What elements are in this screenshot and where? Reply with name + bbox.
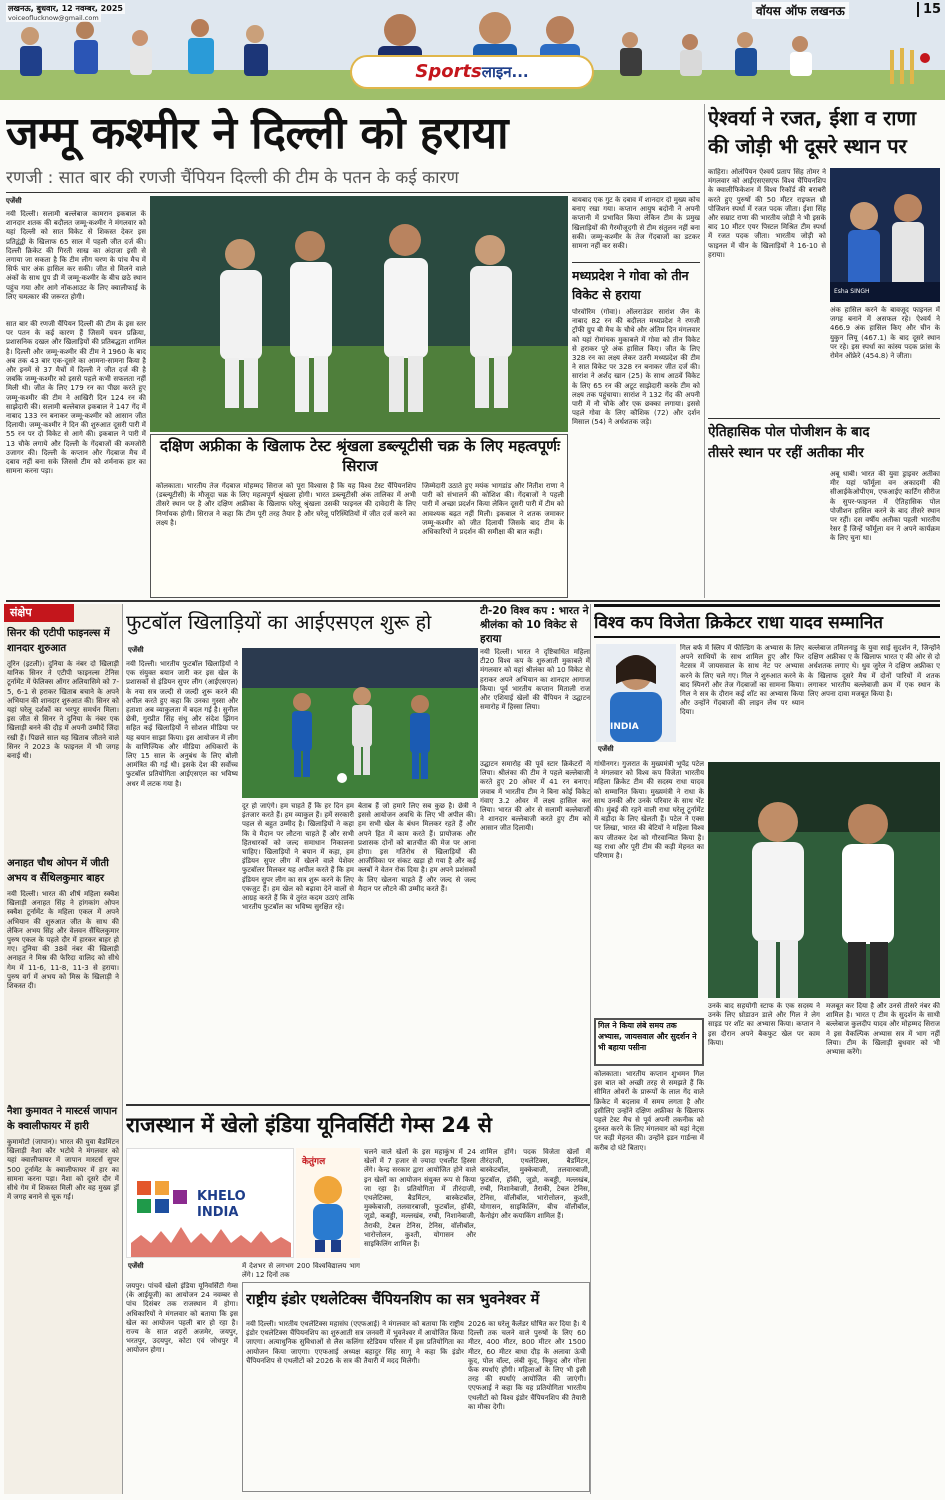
sidebar-body-2: नयी दिल्ली। भारत की शीर्ष महिला स्क्वैश खिलाड़ी अनाहत सिंह ने हांगकांग ओपन स्क्वैश टूर्नामेंट के महिला एकल में अपने अभियान की शुरुआत जीत के साथ की लेकिन अभय सिंह और वेलवन सैंथिलकुमार पुरुष एकल के पहले दौर में हारकर बाहर हो गए। दुनिया की 38वें नंबर की खिलाड़ी अनाहत ने मिस्र की फेरिदा वालिद को सीधे गेम में 11-6, 11-8, 11-3 से हराया। पुरुष वर्ग में अभय को मिस्र के खिलाड़ी ने शिकस्त दी। xyxy=(7,890,119,991)
section-sports: Sports xyxy=(415,61,482,82)
aishwarya-photo xyxy=(830,168,940,302)
football-icon xyxy=(337,773,347,783)
mp-headline: मध्यप्रदेश ने गोवा को तीन विकेट से हराया xyxy=(572,268,689,302)
contact-email: voiceoflucknow@gmail.com xyxy=(8,14,99,22)
lead-body-1: नयी दिल्ली। सलामी बल्लेबाज कामरान इकबाल के शानदार शतक की बदौलत जम्मू-कश्मीर ने मंगलवार को यहां दिल्ली को सात विकेट से शिकस्त देकर इस प्रतिद्वंद्वी के खिलाफ 65 साल में पहली जीत दर्ज की। दिल्ली क्रिकेट की गिरती साख का अंदाजा इसी से लगाया जा सकता है कि टीम लीग चरण के पांच मैच में सिर्फ चार अंक हासिल कर सकी। जीत से मिलने वाले अंकों के साथ ग्रुप डी में जम्मू-कश्मीर के बीच छठे स्थान पहुंच गया और आगे नॉकआउट के लिए क्वालीफाई के लिए चमत्कार की जरूरत होगी। xyxy=(6,210,146,301)
indoor-body: नयी दिल्ली। भारतीय एथलेटिक्स महासंघ (एएफआई) ने मंगलवार को बताया कि राष्ट्रीय इंडोर एथलेटिक्स चैंपियनशिप का शुरुआती सत्र जनवरी में भुवनेश्वर में आयोजित किया जाएगा। अत्याधुनिक सुविधाओं से लैस कलिंगा स्टेडियम परिसर में इस प्रतियोगिता का आयोजन किया जाएगा। एएफआई अध्यक्ष बहादुर सिंह सागू ने कहा कि इंडोर चैंपियनशिप से एथलीटों को 2026 के सत्र की तैयारी में मदद मिलेगी। xyxy=(246,1320,464,1365)
divider xyxy=(590,604,591,1494)
atika-headline xyxy=(708,422,940,466)
paper-name: वॉयस ऑफ लखनऊ xyxy=(752,2,849,19)
football-body-3: बेताब हैं जो हमारे लिए सब कुछ है। छेत्री ने इससे आयोजन अवधि के लिए भी अपील की। हम सभी खेल के बंधन मिलकर रहते हैं और अपने हित में काम करते हैं। प्रायोजक और प्रशासक दोनों को बातचीत की मेज पर आना होगा। इस गतिरोध से खिलाड़ियों की आजीविका पर संकट खड़ा हो गया है और कई क्लबों ने वेतन रोक दिया है। हम अपने प्रशंसकों के लिए खेलना चाहते हैं और जल्द से जल्द मैदान पर लौटने की उम्मीद करते हैं। xyxy=(358,802,476,893)
aishwarya-headline-line-2: की जोड़ी भी दूसरे स्थान पर xyxy=(708,134,907,158)
gill-caption: गिल ने किया लंबे समय तक अभ्यास, जायसवाल और सुदर्शन ने भी बहाया पसीना xyxy=(598,1021,697,1052)
khelo-body-right: शामिल होंगे। पदक विजेता खेलों में तीरंदाजी, एथलेटिक्स, बैडमिंटन, बास्केटबॉल, मुक्केबाजी, तलवारबाजी, फुटबॉल, हॉकी, जूडो, कबड्डी, मल्लखंब, रग्बी, निशानेबाजी, तैराकी, टेबल टेनिस, टेनिस, वॉलीबॉल, भारोत्तोलन, कुश्ती, योगासन, साइकिलिंग, बीच वॉलीबॉल, कैनोइंग और कयाकिंग शामिल हैं। xyxy=(480,1148,590,1221)
mascot-figure xyxy=(303,1172,353,1252)
aishwarya-photo-caption: Esha SINGH xyxy=(834,288,870,295)
wc-body-mid: गिल बर्फ में स्लिप में फील्डिंग के अभ्यास के लिए अपने साथियों के साथ शामिल हुए और फिर नेटसत्र में जायसवाल के साथ नेट पर अभ्यास करने के लिए चले गए। गिल ने शुरुआत करने के बाद स्पिनरों और तेज गेंदबाजों का सामना किया। गिल ने सत्र के दौरान कई शॉट का अभ्यास किया और उन्होंने गेंदबाजों की लाइन लेंथ पर ध्यान दिया। xyxy=(680,644,804,717)
lead-photo xyxy=(150,196,568,432)
sidebar-headline-1: सिनर की एटीपी फाइनल्स में शानदार शुरुआत xyxy=(7,628,110,654)
hawa-mahal-icon xyxy=(131,1223,291,1257)
lead-body-3: बायबाद एक गुट के दबाव में शानदार दो मुख्य कोच बनाए रखा गया। कप्तान आयुष बदोनी ने अपनी कप्तानी में प्रभावित किया लेकिन टीम के प्रमुख खिलाड़ियों की गैरमौजूदगी से टीम संतुलन नहीं बना सकी। जम्मू-कश्मीर के तेज गेंदबाजों का डटकर सामना नहीं कर सकी। xyxy=(572,196,700,251)
indoor-headline: राष्ट्रीय इंडोर एथलेटिक्स चैंपियनशिप का सत्र भुवनेश्वर में xyxy=(246,1292,540,1308)
lead-body-2: सात बार की रणजी चैंपियन दिल्ली की टीम के इस स्तर पर पतन के कई कारण हैं जिसमें चयन प्रक्रिया, प्रशासनिक दखल और खिलाड़ियों की प्रतिबद्धता शामिल है। दिल्ली और जम्मू-कश्मीर की टीम ने 1960 के बाद अब तक 43 बार एक-दूसरे का आमना-सामना किया है और इनमें से 37 मैचों में दिल्ली ने जीत दर्ज की है जबकि जम्मू-कश्मीर को इससे पहले कभी सफलता नहीं मिली थी। जीत के लिए 179 रन का पीछा करते हुए जम्मू-कश्मीर की टीम ने आखिरी दिन 124 रन की साझेदारी की। सलामी बल्लेबाज इकबाल ने 147 गेंद में नाबाद 133 रन बनाकर जम्मू-कश्मीर को आसान जीत दिलायी। जम्मू-कश्मीर ने दिन की शुरुआत दूसरी पारी में 55 रन पर दो विकेट से आगे की। इकबाल ने पारी में 13 चौके लगाये और दिल्ली के गेंदबाजों की कमजोरी उजागर की। दिल्ली के कप्तान और गेंदबाज मैच में दबाव नहीं बना सके जिससे टीम को शर्मनाक हार का सामना करना पड़ा। xyxy=(6,320,146,476)
divider xyxy=(122,604,123,1494)
divider xyxy=(6,192,700,193)
siraj-body: कोलकाता। भारतीय तेज गेंदबाज मोहम्मद सिराज को पूरा विश्वास है कि यह विश्व टेस्ट चैंपियनशिप (डब्ल्यूटीसी) के मौजूदा चक्र के लिए महत्वपूर्ण श्रृंखला होगी। भारत डब्ल्यूटीसी अंक तालिका में अभी तीसरे स्थान पर है और दक्षिण अफ्रीका के खिलाफ घरेलू श्रृंखला उसकी फाइनल की दावेदारी के लिए निर्णायक होगी। सिराज ने कहा कि टीम पूरी तरह तैयार है और घरेलू परिस्थितियों में जीत दर्ज करने का लक्ष्य है। xyxy=(156,482,416,527)
gill-body-2: उनके बाद सहयोगी स्टाफ के एक सदस्य ने उनके लिए थ्रोडाउन डाले और गिल ने लेग साइड पर शॉट का अभ्यास किया। कप्तान ने इस दौरान अपने बैकफुट खेल पर काम किया। xyxy=(708,1002,820,1047)
sidebar-label: संक्षेप xyxy=(4,604,74,622)
aishwarya-body-right: अंक हासिल करने के बावजूद फाइनल में जगह बनाने में असफल रहे। ऐश्वर्य ने 466.9 अंक हासिल किए और चीन के युकुन लियू (467.1) के बाद दूसरे स्थान पर रहे। इस स्पर्धा का कांस्य पदक फ्रांस के रोमेन ऑफ्रेरे (454.8) ने जीता। xyxy=(830,306,940,361)
khelo-byline: एजेंसी xyxy=(128,1262,144,1270)
mascot-name: केतुंगल xyxy=(302,1157,326,1167)
khelo-body-end: में देशभर से लगभग 200 विश्वविद्यालय भाग लेंगे। 12 दिनों तक xyxy=(242,1262,360,1280)
khelo-body: जयपुर। पांचवें खेलो इंडिया यूनिवर्सिटी गेम्स (के आईयूजी) का आयोजन 24 नवम्बर से पांच दिसंबर तक राजस्थान में होगा। अधिकारियों ने मंगलवार को बताया कि इस खेल का आयोजन पहली बार हो रहा है। राज्य के सात शहरों अजमेर, जयपुर, भरतपुर, उदयपुर, कोटा एवं जोधपुर में आयोजन होगा। xyxy=(126,1282,238,1355)
siraj-body-right: जिम्मेदारी उठाते हुए मयंक भागडांड और नितीश राणा ने पारी को संभालने की कोशिश की। गेंदबाजों ने पहली पारी में अच्छा प्रदर्शन किया लेकिन दूसरी पारी में टीम को आवश्यक बढ़त नहीं मिली। इकबाल ने शतक जमाकर जम्मू-कश्मीर को जीत दिलायी जिसके बाद टीम के अधिकारियों ने प्रदर्शन की समीक्षा की बात कही। xyxy=(422,482,564,537)
khelo-logo-text: KHELO INDIA xyxy=(197,1189,246,1220)
football-photo xyxy=(242,648,478,798)
indoor-body-2: 2026 का घरेलू कैलेंडर घोषित कर दिया है। ये दिल्ली तक चलने वाले पुरुषों के लिए 60 मीटर, 400 मीटर, 800 मीटर और 1500 मीटर, 60 मीटर बाधा दौड़ के अलावा ऊंची कूद, पोल वॉल्ट, लंबी कूद, त्रिकूद और गोला फेंक स्पर्धाएं होंगी। महिलाओं के लिए भी इसी तरह की स्पर्धाएं आयोजित की जाएंगी। एएफआई ने कहा कि यह प्रतियोगिता भारतीय एथलीटों को विश्व इंडोर चैंपियनशिप की तैयारी का मौका देगी। xyxy=(468,1320,586,1411)
wc-byline: एजेंसी xyxy=(598,745,614,753)
gill-body: कोलकाता। भारतीय कप्तान शुभमन गिल इस बात को अच्छी तरह से समझते हैं कि सीमित ओवरों के प्रारूपों के लाल गेंद वाले क्रिकेट में बदलाव में समय लगता है और इसीलिए उन्होंने दक्षिण अफ्रीका के खिलाफ पहले टेस्ट मैच से पूर्व अपनी तकनीक को दुरुस्त करने के लिए मंगलवार को यहां नेट्स पर कड़ी मेहनत की। उन्होंने इडन गार्डन्स में करीब दो घंटे बिताए। xyxy=(594,1070,704,1152)
khelo-headline: राजस्थान में खेलो इंडिया यूनिवर्सिटी गेम्स 24 से xyxy=(126,1113,492,1137)
football-headline: फुटबॉल खिलाड़ियों का आईएसएल शुरू हो xyxy=(126,610,432,634)
dateline: लखनऊ, बुधवार, 12 नवम्बर, 2025 xyxy=(8,4,123,13)
khelo-mascot-panel xyxy=(296,1148,360,1258)
football-body: नयी दिल्ली। भारतीय फुटबॉल खिलाड़ियों ने एक संयुक्त बयान जारी कर इस खेल के प्रशासकों से इंडियन सुपर लीग (आईएसएल) के नया सत्र जल्दी से जल्दी शुरू करने की अपील करते हुए कहा कि उनका गुस्सा और हताशा अब व्याकुलता में बदल गई है। सुनील छेत्री, गुरप्रीत सिंह संधू और संदेश झिंगन सहित कई खिलाड़ियों ने सोशल मीडिया पर यह बयान साझा किया। इस आयोजन में लीग के वाणिज्यिक और मीडिया अधिकारों के लिए 15 साल के अनुबंध के लिए बोली आमंत्रित की गई थी। इसके देश की सर्वोच्च फुटबॉल प्रतियोगिता आईएसएल का भविष्य अधर में लटक गया है। xyxy=(126,660,238,788)
aishwarya-body: काहिरा। ओलंपियन ऐश्वर्य प्रताप सिंह तोमर ने मंगलवार को आईएसएसएफ विश्व चैंपियनशिप के क्वालीफिकेशन में विश्व रिकॉर्ड की बराबरी करते हुए पुरुषों की 50 मीटर राइफल थ्री पोजिशन स्पर्धा में रजत पदक जीता। ईशा सिंह और सम्राट राणा की भारतीय जोड़ी ने भी इसके बाद 10 मीटर एयर पिस्टल मिश्रित टीम स्पर्धा में रजत पदक जीता। भारतीय जोड़ी को फाइनल में चीन के खिलाड़ियों ने 16-10 से हराया। xyxy=(708,168,826,259)
section-banner xyxy=(352,57,592,87)
atika-body: अबू धाबी। भारत की युवा ड्राइवर अतीका मीर यहां फॉर्मूला वन अकादमी की सीआईकेओपीएम, एफआईए कार्टिंग सीरीज के सुपर-फाइनल में ऐतिहासिक पोल पोजीशन हासिल करने के बाद तीसरे स्थान पर रहीं। दस वर्षीय अतीका पहली भारतीय रेसर हैं जिन्हें फॉर्मूला वन ने अपने कार्यक्रम के लिए चुना था। xyxy=(830,470,940,543)
radha-photo-label: INDIA xyxy=(610,722,639,732)
divider xyxy=(704,104,705,598)
wc-body: गांधीनगर। गुजरात के मुख्यमंत्री भूपेंद्र पटेल ने मंगलवार को विश्व कप विजेता भारतीय महिला क्रिकेट टीम की सदस्य राधा यादव को सम्मानित किया। मुख्यमंत्री ने राधा के साथ उनकी और उनके परिवार के साथ भेंट की। मुंबई की रहने वाली राधा घरेलू टूर्नामेंट में बड़ौदा के लिए खेलती हैं। पटेल ने एक्स पर लिखा, भारत की बेटियों ने महिला विश्व कप जीतकर देश को गौरवान्वित किया है। यह राधा और पूरी टीम की कड़ी मेहनत का परिणाम है। xyxy=(594,760,704,861)
khelo-logo-panel xyxy=(126,1148,294,1258)
sidebar-body-3: कुमामोटो (जापान)। भारत की युवा बैडमिंटन खिलाड़ी नैशा कौर भटोये ने मंगलवार को यहां क्वालीफायर में जापान मास्टर्स सुपर 500 टूर्नामेंट के क्वालीफायर में हार का सामना करना पड़ा। नैशा को दूसरे दौर में सीधे गेम में शिकस्त मिली और वह मुख्य ड्रॉ में जगह बनाने से चूक गईं। xyxy=(7,1138,119,1202)
sidebar-body-1: तूरिन (इटली)। दुनिया के नंबर दो खिलाड़ी यानिक सिनर ने एटीपी फाइनल्स टेनिस टूर्नामेंट में फेलिक्स ऑगर अलियासिमे को 7-5, 6-1 से हराकर खिताब बचाने के अपने अभियान की शानदार शुरुआत की। सिनर को यहां घरेलू दर्शकों का भरपूर समर्थन मिला। इस जीत से सिनर ने दुनिया के नंबर एक खिलाड़ी बनने की दौड़ में अपनी उम्मीदें जिंदा रखी हैं। पिछले साल यह खिताब जीतने वाले सिनर ने 2023 के फाइनल में भी जगह बनाई थी। xyxy=(7,660,119,761)
sidebar-headline-3: नैशा कुमावत ने मास्टर्स जापान के क्वालीफायर में हारी xyxy=(7,1106,118,1132)
siraj-headline: दक्षिण अफ्रीका के खिलाफ टेस्ट श्रृंखला डब्ल्यूटीसी चक्र के लिए महत्वपूर्णः सिराज xyxy=(160,437,560,475)
gill-photo xyxy=(708,762,940,998)
divider xyxy=(6,600,940,602)
lead-subhead: रणजी : सात बार की रणजी चैंपियन दिल्ली की टीम के पतन के कई कारण xyxy=(6,168,459,188)
page-number: 15 xyxy=(917,2,941,17)
wc-body-right: बल्लेबाज तमिलनाडु के युवा साई सुदर्शन ने, जिन्होंने दक्षिण अफ्रीका ए के खिलाफ भारत ए की ओर से दो अर्धशतक लगाए थे। धुव जुरेल ने दक्षिण अफ्रीका ए के खिलाफ दूसरे मैच में दोनों पारियों में शतक लगाकर भारतीय बल्लेबाजी क्रम में एक स्थान के लिए अपना दावा मजबूत किया है। xyxy=(808,644,940,699)
section-line: लाइन... xyxy=(481,63,529,81)
aishwarya-headline xyxy=(708,104,942,166)
t20-body-2: उद्घाटन समारोह की पूर्व स्टार क्रिकेटरों ने लिया। श्रीलंका की टीम ने पहले बल्लेबाजी करते हुए 20 ओवर में 41 रन बनाए। जवाब में भारतीय टीम ने बिना कोई विकेट गंवाए 3.2 ओवर में लक्ष्य हासिल कर लिया। भारत की ओर से सलामी बल्लेबाजों ने शानदार बल्लेबाजी करते हुए टीम को आसान जीत दिलायी। xyxy=(480,760,590,833)
football-body-2: दूर हो जाएंगे। हम चाहते हैं कि हर दिन हम इंतजार करते हैं। हम व्याकुल हैं। हमें सरकारी पहल से बहुत उम्मीद है। खिलाड़ियों ने कहा कि वे मैदान पर लौटना चाहते हैं और सभी हितधारकों को जल्द समाधान निकालना चाहिए। खिलाड़ियों ने बयान में कहा, हम इंडियन सुपर लीग में खेलने वाले पेशेवर फुटबॉलर मिलकर यह अपील करते हैं कि हम इंडियन सुपर लीग का सत्र शुरू करने के लिए एकजुट हैं। हम खेल को बढ़ावा देने वालों से आग्रह करते हैं कि वे तुरंत कदम उठाएं ताकि भारतीय फुटबॉल का भविष्य सुरक्षित रहे। xyxy=(242,802,354,912)
divider xyxy=(708,418,940,419)
t20-headline: टी-20 विश्व कप : भारत ने श्रीलंका को 10 विकेट से हराया xyxy=(480,605,589,645)
atika-headline-line-2: तीसरे स्थान पर रहीं अतीका मीर xyxy=(708,445,864,461)
khelo-body-mid: चलने वाले खेलों के इस महाकुंभ में 24 खेलों में 7 हजार से ज्यादा एथलीट हिस्सा लेंगे। केन्द्र सरकार द्वारा आयोजित होने वाले इन खेलों का आयोजन संयुक्त रूप से किया जा रहा है। प्रतियोगिता में तीरंदाजी, एथलेटिक्स, बैडमिंटन, बास्केटबॉल, मुक्केबाजी, तलवारबाजी, फुटबॉल, हॉकी, जूडो, कबड्डी, मल्लखंब, रग्बी, निशानेबाजी, तैराकी, टेबल टेनिस, टेनिस, वॉलीबॉल, भारोत्तोलन, कुश्ती, योगासन और साइकिलिंग शामिल हैं। xyxy=(364,1148,476,1249)
masthead xyxy=(0,0,945,100)
gill-body-3: मजबूत कर दिया है और उनसे तीसरे नंबर की शामिल है। भारत ए टीम के सुदर्शन के साथी बल्लेबाज कुलदीप यादव और मोहम्मद सिराज ने इस वैकल्पिक अभ्यास सत्र में भाग नहीं लिया। टीम के खिलाड़ी बुधवार को भी अभ्यास करेंगे। xyxy=(826,1002,940,1057)
football-byline: एजेंसी xyxy=(128,646,144,654)
lead-headline: जम्मू कश्मीर ने दिल्ली को हराया xyxy=(6,108,509,159)
wc-headline: विश्व कप विजेता क्रिकेटर राधा यादव सम्मानित xyxy=(594,604,940,638)
mp-body: पोरवोरिम (गोवा)। ऑलराउंडर सारांश जैन के नाबाद 82 रन की बदौलत मध्यप्रदेश ने रणजी ट्रॉफी ग्रुप बी मैच के चौथे और अंतिम दिन मंगलवार को यहां रोमांचक मुकाबले में गोवा को तीन विकेट से हराकर पूरे अंक हासिल किए। जीत के लिए 328 रन का लक्ष्य लेकर उतरी मध्यप्रदेश की टीम ने सात विकेट पर 328 रन बनाकर जीत दर्ज की। सारांश ने अर्शद खान (25) के साथ आठवें विकेट के लिए 65 रन की अटूट साझेदारी करके टीम को लक्ष्य तक पहुंचाया। सारांश ने 132 गेंद की अपनी पारी में नौ चौके और एक छक्का लगाया। इससे पहले गोवा के लिए कौशिक (72) और दर्शन मिसाल (54) ने अर्धशतक जड़े। xyxy=(572,308,700,427)
aishwarya-headline-line-1: ऐश्वर्या ने रजत, ईशा व राणा xyxy=(708,106,917,130)
divider xyxy=(126,1104,590,1106)
t20-body: नयी दिल्ली। भारत ने दृष्टिबाधित महिला टी20 विश्व कप के शुरुआती मुकाबले में मंगलवार को यहां श्रीलंका को 10 विकेट से हराकर अपने अभियान का शानदार आगाज किया। पूर्व भारतीय कप्तान मिताली राज और एशियाई खेलों की चैंपियन ने उद्घाटन समारोह में हिस्सा लिया। xyxy=(480,648,590,712)
atika-headline-line-1: ऐतिहासिक पोल पोजीशन के बाद xyxy=(708,424,870,440)
divider xyxy=(572,262,700,263)
sidebar-headline-2: अनाहत चौथ ओपन में जीती अभय व सैंथिलकुमार बाहर xyxy=(7,858,109,884)
lead-byline: एजेंसी xyxy=(6,197,22,205)
